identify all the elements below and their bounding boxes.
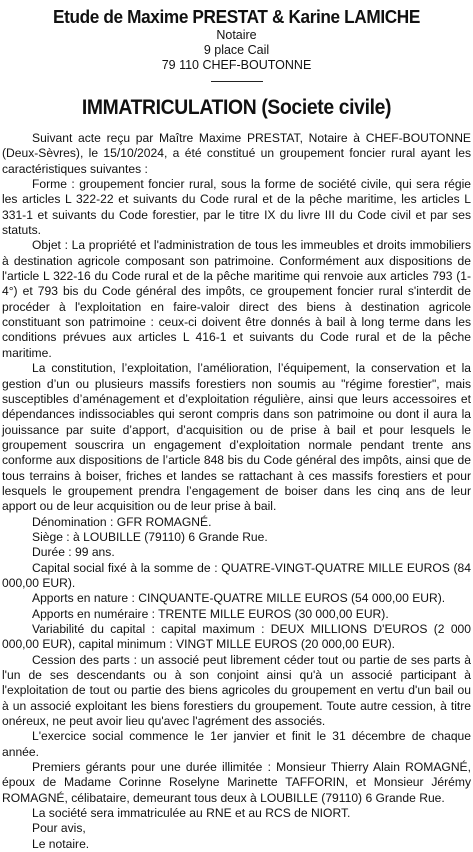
legal-notice bbox=[0, 6, 473, 851]
paragraph: Capital social fixé à la somme de : QUATRE-VINGT-QUATRE MILLE EUROS (84 000,00 EUR). bbox=[2, 560, 471, 590]
paragraph: Apports en numéraire : TRENTE MILLE EUROS (30 000,00 EUR). bbox=[32, 606, 389, 621]
paragraph: Le notaire. bbox=[32, 836, 90, 851]
paragraph: Cession des parts : un associé peut librement céder tout ou partie de ses parts à l'un de ses descendants ou à son conjoint ainsi qu'à un associé participant à l'exploitation de tout ou partie des biens agricoles du groupement en vertu d'un bail ou à un associé exploitant les biens forestiers du groupement. Toute autre cession, à titre onéreux, ne peut avoir lieu qu'avec l'agrément des associés. bbox=[2, 652, 471, 729]
notice-body bbox=[0, 131, 473, 852]
paragraph: Premiers gérants pour une durée illimitée : Monsieur Thierry Alain ROMAGNÉ, époux de Madame Corinne Roselyne Marinette TAFFORIN, et Monsieur Jérémy ROMAGNÉ, célibataire, demeurant tous deux à LOUBILLE (79110) 6 Grande Rue. bbox=[2, 760, 471, 805]
paragraph: La constitution, l’exploitation, l’amélioration, l’équipement, la conservation et la gestion d’un ou plusieurs massifs forestiers non soumis au "régime forestier", mais susceptibles d’aménagement et d’exploitation régulière, ainsi que leurs accessoires et dépendances indissociables qui seront compris dans son patrimoine ou dont il aura la jouissance par suite d’apport, d’acquisition ou de prise à bail et pour lesquels le groupement souscrira un engagement d’exploitation normale pendant trente ans conforme aux dispositions de l’article 848 bis du Code général des impôts, ainsi que de tous terrains à boiser, friches et landes se rattachant à ces massifs forestiers et pour lesquels le groupement prendra l’engagement de boiser dans les cinq ans de leur apport ou de leur acquisition ou de leur prise à bail. bbox=[2, 361, 471, 514]
paragraph: Dénomination : GFR ROMAGNÉ. bbox=[32, 514, 212, 529]
paragraph: Variabilité du capital : capital maximum : DEUX MILLIONS D'EUROS (2 000 000,00 EUR), capital minimum : VINGT MILLE EUROS (20 000,00 EUR). bbox=[2, 622, 471, 652]
paragraph: Pour avis, bbox=[32, 821, 86, 836]
notary-address bbox=[0, 28, 473, 73]
paragraph: Objet : La propriété et l'administration de tous les immeubles et droits immobiliers à destination agricole composant son patrimoine. Conformément aux dispositions de l'article L 322-16 du Code rural et de la pêche maritime qui renvoie aux articles 793 (1-4°) et 793 bis du Code général des impôts, ce groupement foncier rural s'interdit de procéder à l'exploitation en faire-valoir direct des biens à destination agricole constituant son patrimoine : ceux-ci doivent être donnés à bail à long terme dans les conditions prévues aux articles L 416-1 et suivants du Code rural et de la pêche maritime. bbox=[2, 238, 471, 360]
paragraph: Suivant acte reçu par Maître Maxime PRESTAT, Notaire à CHEF-BOUTONNE (Deux-Sèvres), le 15/10/2024, a été constitué un groupement foncier rural ayant les caractéristiques suivantes : bbox=[2, 131, 471, 176]
paragraph: Durée : 99 ans. bbox=[32, 545, 115, 560]
notice-title: IMMATRICULATION (Societe civile) bbox=[81, 95, 392, 119]
paragraph: Forme : groupement foncier rural, sous la forme de société civile, qui sera régie les articles L 322-22 et suivants du Code rural et de la pêche maritime, les articles L 331-1 et suivants du Code forestier, par le titre IX du livre III du Code civil et par ses statuts. bbox=[2, 177, 471, 238]
notary-study-name: Etude de Maxime PRESTAT & Karine LAMICHE bbox=[53, 6, 420, 27]
separator-rule bbox=[211, 81, 263, 82]
paragraph: Siège : à LOUBILLE (79110) 6 Grande Rue. bbox=[32, 529, 268, 544]
paragraph: L'exercice social commence le 1er janvier et finit le 31 décembre de chaque année. bbox=[2, 729, 471, 759]
address-line: 9 place Cail bbox=[203, 43, 270, 57]
address-line: 79 110 CHEF-BOUTONNE bbox=[161, 58, 312, 72]
paragraph: Apports en nature : CINQUANTE-QUATRE MILLE EUROS (54 000,00 EUR). bbox=[32, 591, 446, 606]
address-line: Notaire bbox=[216, 28, 257, 42]
paragraph: La société sera immatriculée au RNE et au RCS de NIORT. bbox=[32, 806, 351, 821]
